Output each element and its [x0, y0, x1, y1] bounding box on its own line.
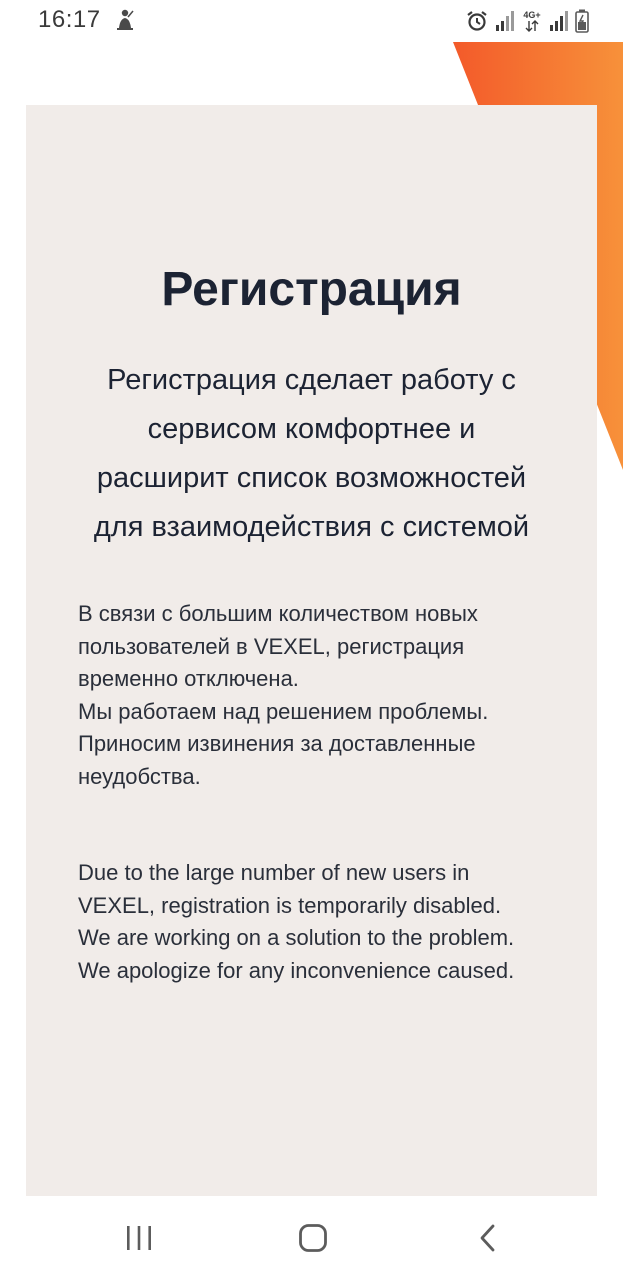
- back-icon: [476, 1223, 500, 1253]
- page-title: Регистрация: [161, 263, 462, 316]
- battery-icon: [575, 9, 589, 33]
- status-bar: [0, 0, 623, 42]
- notice-line: В связи с большим количеством новых пользователей в VEXEL, регистрация временно отключена.: [78, 601, 478, 691]
- status-icons: [465, 8, 589, 34]
- notice-line: Due to the large number of new users in VEXEL, registration is temporarily disabled.: [78, 860, 502, 918]
- status-time: 16:17: [38, 6, 101, 33]
- recent-apps-icon: [124, 1224, 154, 1252]
- notice-english: [78, 857, 548, 987]
- home-button[interactable]: [291, 1216, 335, 1260]
- home-icon: [298, 1223, 328, 1253]
- notice-line: Приносим извинения за доставленные неудобства.: [78, 731, 476, 789]
- signal-icon: [495, 10, 515, 32]
- recent-apps-button[interactable]: [117, 1216, 161, 1260]
- notice-russian: [78, 598, 548, 793]
- network-label: 4G+: [523, 9, 541, 20]
- alarm-icon: [465, 9, 489, 33]
- notice-line: We are working on a solution to the problem.: [78, 925, 515, 950]
- notice-line: Мы работаем над решением проблемы.: [78, 698, 489, 724]
- navigation-bar: [0, 1196, 623, 1280]
- signal-icon: [549, 10, 569, 32]
- page-subtitle: Регистрация сделает работу с сервисом комфортнее и расширит список возможностей для взаимодействия с системой: [93, 364, 530, 543]
- back-button[interactable]: [466, 1216, 510, 1260]
- network-4g-icon: [521, 8, 543, 34]
- fisherman-icon: [114, 8, 136, 32]
- notice-line: We apologize for any inconvenience caused.: [78, 957, 515, 983]
